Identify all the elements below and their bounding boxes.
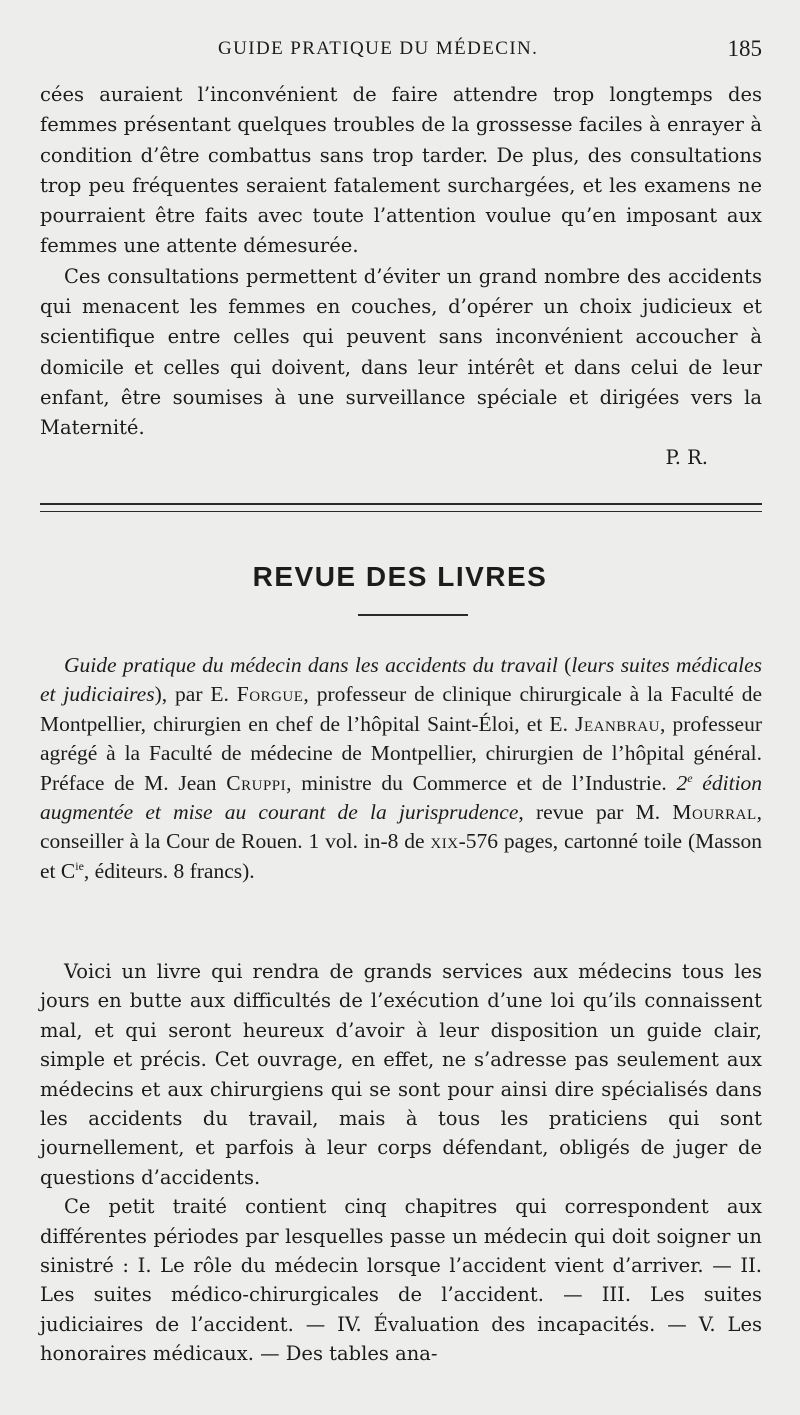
signature: P. R. — [665, 446, 708, 469]
intro-text — [40, 80, 762, 444]
author-name: Jeanbrau — [575, 711, 660, 736]
running-title: GUIDE PRATIQUE DU MÉDECIN. — [218, 38, 539, 59]
review-citation — [40, 651, 762, 886]
edition-note: 2e édition augmentée et mise au courant de la jurisprudence — [40, 770, 763, 825]
review-paragraph-2: Ce petit traité contient cinq chapitres qui correspondent aux différentes périodes par lesquelles passe un médecin qui doit soigner un sinistré : I. Le rôle du médecin lorsque l’accident vient d’arriver. — II. Les suites médico-chirurgicales de l’accident. — III. Les suites judiciaires de l’accident. — IV. Évaluation des incapacités. — V. Les honoraires médicaux. — Des tables ana- — [40, 1195, 762, 1366]
preface-author-name: Cruppi — [226, 770, 287, 795]
running-head — [40, 38, 762, 68]
section-title: REVUE DES LIVRES — [252, 561, 548, 592]
section-divider-thick — [40, 503, 762, 505]
book-subtitle: leurs suites médicales et judiciaires — [40, 653, 762, 707]
review-body — [40, 957, 762, 1369]
author-name: Forgue — [236, 682, 304, 707]
section-divider-thin — [40, 511, 762, 512]
intro-paragraph-2: Ces consultations permettent d’éviter un grand nombre des accidents qui menacent les femmes en couches, d’opérer un choix judicieux et scientifique entre celles qui peuvent sans inconvénient accoucher à domicile et celles qui doivent, dans leur intérêt et dans celui de leur enfant, être soumises à une surveillance spéciale et dirigées vers la Maternité. — [40, 264, 762, 440]
book-title: Guide pratique du médecin dans les accidents du travail — [64, 653, 558, 677]
review-paragraph-1: Voici un livre qui rendra de grands services aux médecins tous les jours en butte aux difficultés de l’exécution d’une loi qu’ils connaissent mal, et qui seront heureux d’avoir à leur disposition un guide clair, simple et précis. Cet ouvrage, en effet, ne s’adresse pas seulement aux médecins et aux chirurgiens qui se sont pour ainsi dire spécialisés dans les accidents du travail, mais à tous les praticiens qui sont journellement, et parfois à leur corps défendant, obligés de juger de questions d’accidents. — [40, 960, 762, 1189]
citation-paragraph: Guide pratique du médecin dans les accidents du travail (leurs suites médicales et judiciaires), par E. Forgue, professeur de clinique chirurgicale à la Faculté de Montpellier, chirurgien en chef de l’hôpital Saint-Éloi, et E. Jeanbrau, professeur agrégé à la Faculté de médecine de Montpellier, chirurgien de l’hôpital général. Préface de M. Jean Cruppi, ministre du Commerce et de l’Industrie. 2e édition augmentée et mise au courant de la jurisprudence, revue par M. Mourral, conseiller à la Cour de Rouen. 1 vol. in-8 de xix-576 pages, cartonné toile (Masson et $C^{ie}$, éditeurs. 8 francs). — [40, 653, 763, 883]
intro-paragraph-1: cées auraient l’inconvénient de faire attendre trop longtemps des femmes présentant quelques troubles de la grossesse faciles à enrayer à condition d’être combattus sans trop tarder. De plus, des consultations trop peu fréquentes seraient fatalement surchargées, et les examens ne pourraient être faits avec toute l’attention voulue qu’en imposant aux femmes une attente démesurée. — [40, 83, 762, 258]
page-number: 185 — [727, 36, 762, 61]
title-underline — [358, 614, 468, 616]
reviser-name: Mourral — [672, 800, 757, 825]
